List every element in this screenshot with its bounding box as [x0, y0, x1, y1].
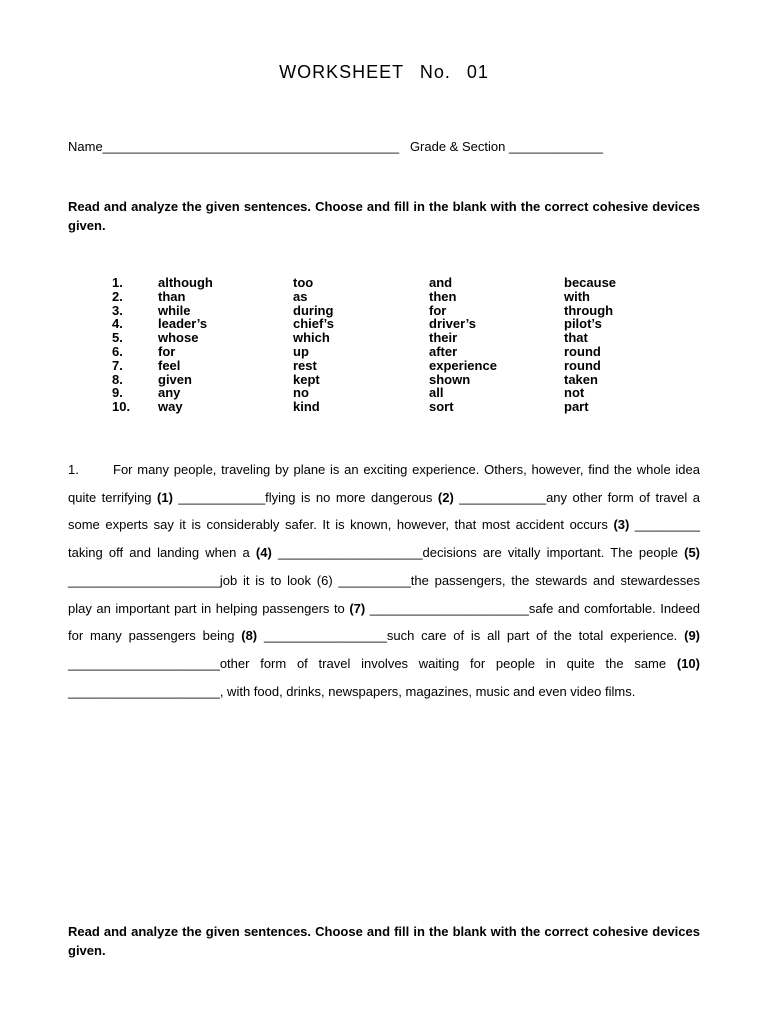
choice-number: 2.	[112, 288, 123, 304]
name-grade-line: Name_________________________________________ Grade & Section _____________	[68, 139, 603, 154]
passage-text: ______________________safe and comfortable. Indeed for many passengers being	[68, 600, 700, 644]
choice-word: which	[293, 330, 330, 346]
choice-word: that	[564, 330, 588, 346]
blank-number: (3)	[613, 517, 630, 533]
choice-word: up	[293, 343, 309, 359]
choice-word: taken	[564, 371, 598, 387]
choice-word: part	[564, 399, 589, 415]
choice-word: whose	[158, 330, 199, 346]
choice-word: after	[429, 343, 458, 359]
choice-word: not	[564, 385, 585, 401]
instructions-bottom: Read and analyze the given sentences. Choose and fill in the blank with the correct cohesive devices given.	[68, 924, 700, 958]
choice-word: rest	[293, 357, 317, 373]
instructions-top: Read and analyze the given sentences. Choose and fill in the blank with the correct cohesive devices given.	[68, 199, 700, 233]
choice-word: chief’s	[293, 316, 334, 332]
blank-number: (5)	[684, 545, 700, 561]
passage-text: _____________________other form of travel involves waiting for people in quite the same	[68, 655, 677, 671]
passage-text: _________ taking off and landing when a	[68, 517, 700, 561]
choice-word: feel	[158, 357, 181, 373]
choice-word: any	[158, 385, 181, 401]
choice-word: during	[293, 302, 334, 318]
choice-number: 10.	[112, 399, 131, 415]
choice-row	[112, 386, 664, 400]
choice-number: 3.	[112, 302, 123, 318]
passage-number: 1.	[68, 462, 79, 477]
choice-number: 6.	[112, 343, 123, 359]
choice-row	[112, 345, 664, 359]
exercise-passage	[68, 456, 700, 705]
passage-text: _____________________job it is to look (6) __________the passengers, the stewards and stewardesses play an important part in helping passengers to	[68, 572, 700, 616]
choice-word: for	[158, 343, 176, 359]
choice-number: 4.	[112, 316, 123, 332]
choice-word: for	[429, 302, 447, 318]
choice-word: and	[429, 275, 453, 290]
blank-number: (2)	[437, 489, 454, 505]
choice-word: with	[564, 288, 590, 304]
choice-word: although	[158, 275, 213, 290]
choice-word: their	[429, 330, 458, 346]
choice-word: sort	[429, 399, 454, 415]
choice-word: shown	[429, 371, 471, 387]
choice-row	[112, 373, 664, 387]
passage-text: _________________such care of is all part of the total experience.	[257, 628, 685, 644]
choice-number: 9.	[112, 385, 123, 401]
passage-text: ____________any other form of travel a some experts say it is considerably safer. It is known, however, that most accident occurs	[68, 489, 700, 533]
choice-word: round	[564, 357, 601, 373]
choice-word: leader’s	[158, 316, 208, 332]
choice-word: no	[293, 385, 309, 401]
choice-word: given	[158, 371, 192, 387]
choice-row	[112, 400, 664, 414]
choice-word: experience	[429, 357, 497, 373]
choices-table	[112, 276, 664, 414]
blank-number: (7)	[349, 600, 366, 616]
choice-word: pilot’s	[564, 316, 602, 332]
passage-text: For many people, traveling by plane is an exciting experience. Others, however, find the whole idea quite terrifying	[68, 462, 700, 505]
choice-word: as	[293, 288, 308, 304]
choice-word: because	[564, 275, 617, 290]
choice-row	[112, 290, 664, 304]
choice-row	[112, 359, 664, 373]
page-title: WORKSHEET No. 01	[279, 62, 489, 82]
choice-row	[112, 331, 664, 345]
choice-word: all	[429, 385, 444, 401]
choice-number: 7.	[112, 357, 123, 373]
blank-number: (9)	[684, 628, 700, 644]
choice-number: 1.	[112, 275, 123, 290]
blank-number: (8)	[241, 628, 258, 644]
choice-word: too	[293, 275, 314, 290]
choice-word: through	[564, 302, 614, 318]
blank-number: (1)	[157, 489, 173, 505]
choice-word: while	[158, 302, 191, 318]
choice-word: driver’s	[429, 316, 476, 332]
choice-word: then	[429, 288, 457, 304]
choice-word: kept	[293, 371, 320, 387]
choice-word: kind	[293, 399, 320, 415]
choice-row	[112, 304, 664, 318]
blank-number: (10)	[676, 655, 700, 671]
choice-row	[112, 276, 664, 290]
choice-word: round	[564, 343, 601, 359]
passage-text: ____________________decisions are vitally important. The people	[271, 545, 685, 561]
passage-text: ____________flying is no more dangerous	[172, 489, 438, 505]
choice-word: than	[158, 288, 186, 304]
choice-number: 8.	[112, 371, 123, 387]
passage-text: _____________________, with food, drinks, newspapers, magazines, music and even video films.	[68, 683, 636, 699]
choice-number: 5.	[112, 330, 123, 346]
choice-row	[112, 317, 664, 331]
choice-word: way	[158, 399, 183, 415]
blank-number: (4)	[255, 545, 272, 561]
